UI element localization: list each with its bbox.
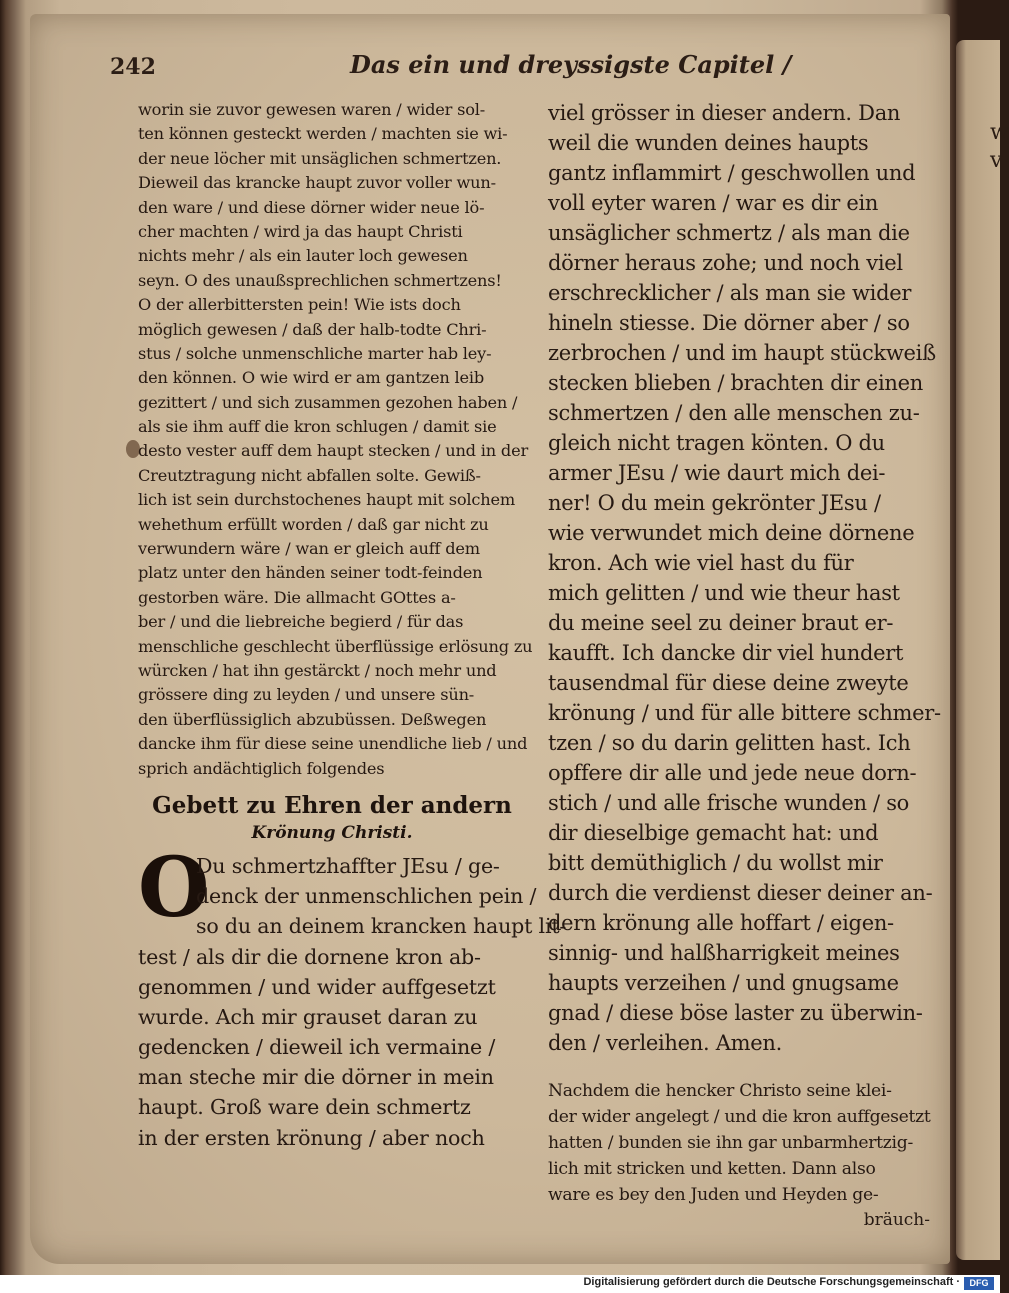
text-line: stich / und alle frische wunden / so — [548, 791, 910, 815]
drop-cap: O — [138, 839, 210, 936]
text-line: genommen / und wider auffgesetzt — [138, 974, 496, 999]
text-line: dörner heraus zohe; und noch viel — [548, 251, 903, 275]
text-line: tzen / so du darin gelitten hast. Ich — [548, 731, 911, 755]
text-line: der neue löcher mit unsäglichen schmertzen. — [138, 148, 502, 168]
text-line: kaufft. Ich dancke dir viel hundert — [548, 641, 904, 665]
text-line: voll eyter waren / war es dir ein — [548, 191, 879, 215]
text-line: dancke ihm für diese seine unendliche lieb / und — [138, 734, 528, 754]
text-line: sinnig- und halßharrigkeit meines — [548, 941, 900, 965]
text-line: haupts verzeihen / und gnugsame — [548, 971, 899, 995]
page-number: 242 — [110, 54, 156, 80]
text-line: den überflüssiglich abzubüssen. Deßwegen — [138, 709, 487, 729]
text-line: schmertzen / den alle menschen zu- — [548, 401, 920, 425]
page-header — [110, 48, 810, 84]
text-line: möglich gewesen / daß der halb-todte Chri- — [138, 319, 487, 339]
text-line: seyn. O des unaußsprechlichen schmertzens! — [138, 270, 502, 290]
text-line: den ware / und diese dörner wider neue lö- — [138, 197, 485, 217]
text-line: gnad / diese böse laster zu überwin- — [548, 1001, 923, 1025]
text-line: durch die verdienst dieser deiner an- — [548, 881, 933, 905]
prayer-heading: Gebett zu Ehren der andern — [152, 791, 512, 819]
text-line: man steche mir die dörner in mein — [138, 1065, 494, 1090]
running-title: Das ein und dreyssigste Capitel / — [350, 50, 792, 79]
text-line: ware es bey den Juden und Heyden ge- — [548, 1185, 879, 1205]
text-line: test / als dir die dornene kron ab- — [138, 944, 481, 969]
text-line: den / verleihen. Amen. — [548, 1031, 782, 1055]
text-line: in der ersten krönung / aber noch — [138, 1125, 485, 1150]
text-line: wurde. Ach mir grauset daran zu — [138, 1004, 478, 1029]
text-line: gestorben wäre. Die allmacht GOttes a- — [138, 587, 456, 607]
text-line: viel grösser in dieser andern. Dan — [548, 101, 901, 125]
facing-page-fragment: w — [990, 120, 1009, 145]
text-line: Creutztragung nicht abfallen solte. Gewiß- — [138, 465, 481, 485]
text-line: hatten / bunden sie ihn gar unbarmhertzig- — [548, 1133, 913, 1153]
text-line: ten können gesteckt werden / machten sie wi- — [138, 124, 508, 144]
facing-page-fragment: v — [990, 148, 1003, 173]
text-line: unsäglicher schmertz / als man die — [548, 221, 910, 245]
text-line: erschrecklicher / als man sie wider — [548, 281, 912, 305]
text-line: dir dieselbige gemacht hat: und — [548, 821, 879, 845]
text-line: zerbrochen / und im haupt stückweiß — [548, 341, 936, 365]
text-line: hineln stiesse. Die dörner aber / so — [548, 311, 910, 335]
prayer-text — [138, 839, 567, 1153]
text-line: Nachdem die hencker Christo seine klei- — [548, 1081, 892, 1101]
text-line: Du schmertzhaffter JEsu / ge- — [196, 853, 500, 878]
text-line: denck der unmenschlichen pein / — [196, 884, 537, 909]
narrative-paragraph — [548, 1078, 934, 1208]
text-line: opffere dir alle und jede neue dorn- — [548, 761, 917, 785]
text-line: du meine seel zu deiner braut er- — [548, 611, 894, 635]
text-line: bitt demüthiglich / du wollst mir — [548, 851, 883, 875]
prayer-subheading: Krönung Christi. — [251, 822, 413, 843]
text-line: würcken / hat ihn gestärckt / noch mehr und — [138, 660, 497, 680]
text-line: tausendmal für diese deine zweyte — [548, 671, 909, 695]
text-line: so du an deinem krancken haupt lit- — [196, 914, 567, 939]
text-line: krönung / und für alle bittere schmer- — [548, 701, 941, 725]
text-line: kron. Ach wie viel hast du für — [548, 551, 854, 575]
left-body-text — [138, 98, 533, 781]
text-line: nichts mehr / als ein lauter loch gewesen — [138, 246, 468, 266]
text-line: wie verwundet mich deine dörnene — [548, 521, 915, 545]
text-line: gedencken / dieweil ich vermaine / — [138, 1035, 496, 1060]
text-line: menschliche geschlecht überflüssige erlösung zu — [138, 636, 533, 656]
catchword: bräuch- — [863, 1210, 930, 1230]
text-line: den können. O wie wird er am gantzen leib — [138, 368, 484, 388]
text-line: cher machten / wird ja das haupt Christi — [138, 221, 463, 241]
text-line: weil die wunden deines haupts — [548, 131, 869, 155]
text-line: Dieweil das krancke haupt zuvor voller wun- — [138, 173, 496, 193]
text-line: platz unter den händen seiner todt-feinden — [138, 563, 483, 583]
text-line: als sie ihm auff die kron schlugen / damit sie — [138, 417, 497, 437]
text-line: O der allerbittersten pein! Wie ists doch — [138, 295, 461, 315]
text-line: sprich andächtiglich folgendes — [138, 758, 385, 778]
text-line: gezittert / und sich zusammen gezohen haben / — [138, 392, 518, 412]
text-line: dern krönung alle hoffart / eigen- — [548, 911, 894, 935]
text-line: gleich nicht tragen könten. O du — [548, 431, 885, 455]
text-line: worin sie zuvor gewesen waren / wider sol- — [138, 100, 486, 119]
facing-page-edge — [956, 40, 1009, 1260]
text-line: stus / solche unmenschliche marter hab ley- — [138, 343, 492, 363]
text-line: gantz inflammirt / geschwollen und — [548, 161, 916, 185]
text-line: wehethum erfüllt worden / daß gar nicht zu — [138, 514, 489, 534]
right-column — [548, 98, 941, 1232]
text-line: der wider angelegt / und die kron auffgesetzt — [548, 1107, 931, 1127]
text-line: verwundern wäre / wan er gleich auff dem — [138, 539, 480, 559]
text-line: grössere ding zu leyden / und unsere sün- — [138, 685, 475, 705]
text-line: ner! O du mein gekrönter JEsu / — [548, 491, 881, 515]
digitization-footer — [0, 1275, 1000, 1293]
text-line: haupt. Groß ware dein schmertz — [138, 1095, 471, 1120]
right-prayer-text — [548, 98, 941, 1058]
funding-credit: Digitalisierung gefördert durch die Deutsche Forschungsgemeinschaft · — [583, 1276, 960, 1288]
text-line: stecken blieben / brachten dir einen — [548, 371, 923, 395]
text-line: lich mit stricken und ketten. Dann also — [548, 1159, 876, 1179]
left-column — [138, 98, 567, 1153]
text-line: mich gelitten / und wie theur hast — [548, 581, 900, 605]
text-line: ber / und die liebreiche begierd / für das — [138, 612, 464, 632]
text-line: armer JEsu / wie daurt mich dei- — [548, 461, 886, 485]
text-line: desto vester auff dem haupt stecken / und in der — [138, 441, 529, 461]
dfg-logo: DFG — [964, 1277, 994, 1290]
text-line: lich ist sein durchstochenes haupt mit solchem — [138, 490, 516, 510]
